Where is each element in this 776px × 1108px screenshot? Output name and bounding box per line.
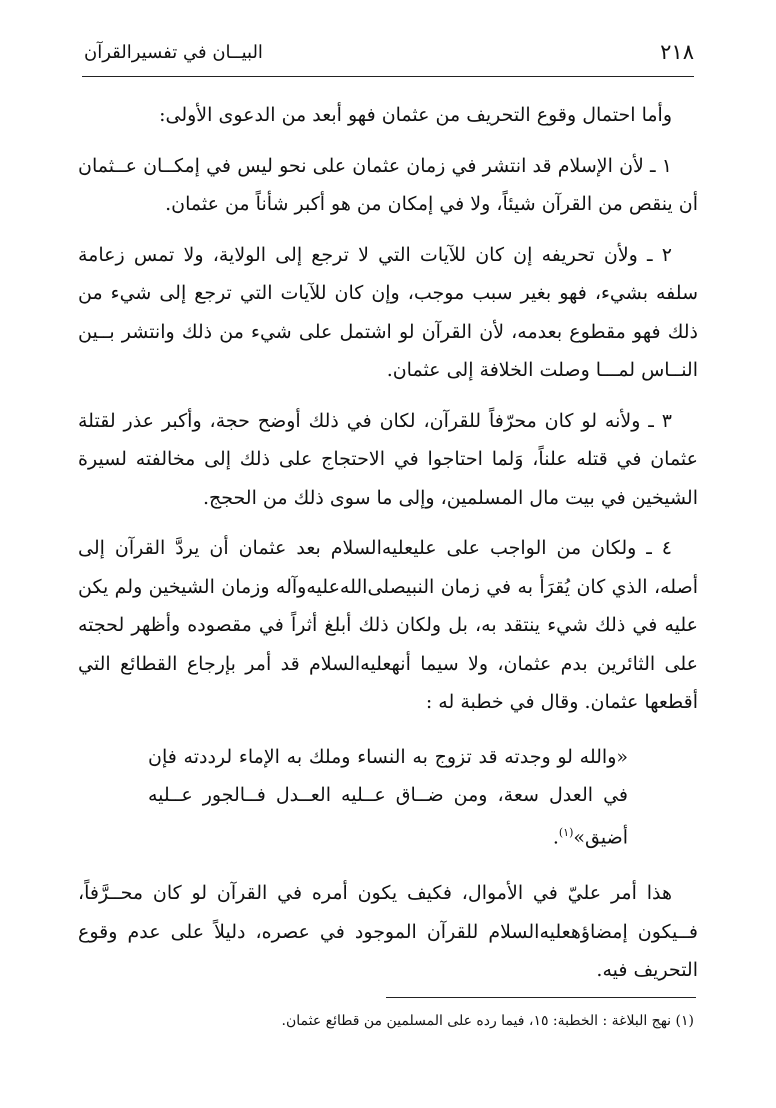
paragraph-point-3: ٣ ـ ولأنه لو كان محرّفاً للقرآن، لكان في ذلك أوضح حجة، وأكبر عذر لقتلة عثمان في قتله علناً، وَلما احتاجوا في الاحتجاج على ذلك إلى مخالفته لسيرة الشيخين في بيت مال المسلمين، وإلى ما سوى ذلك من الحجج.: [78, 409, 698, 509]
closing-text: [78, 874, 698, 990]
paragraph-closing: هذا أمر عليّ في الأموال، فكيف يكون أمره في القرآن لو كان محــرَّفاً، فــيكون إمضاؤهعليه‌السلام للقرآن الموجود في عصره، دليلاً على عدم وقوع التحريف فيه.: [78, 882, 698, 981]
quotation-block: [78, 738, 698, 856]
page-header: [82, 34, 694, 77]
footnote: (١) نهج البلاغة : الخطبة: ١٥، فيما رده على المسلمين من قطائع عثمان.: [281, 1013, 694, 1029]
quotation-end: .: [552, 826, 559, 849]
quotation: [148, 738, 628, 856]
quotation-text: «والله لو وجدته قد تزوج به النساء وملك به الإماء لرددته فإن في العدل سعة، ومن ضــاق عــليه العــدل فــالجور عــليه أضيق»: [148, 746, 628, 849]
page-number: ٢١٨: [660, 40, 694, 64]
paragraph-point-2: ٢ ـ ولأن تحريفه إن كان للآيات التي لا ترجع إلى الولاية، ولا تمس زعامة سلفه بشيء، فهو بغير سبب موجب، وإن كان للآيات التي ترجع إلى شيء من ذلك فهو مقطوع بعدمه، لأن القرآن لو اشتمل على شيء من ذلك وانتشر بــين النــاس لمـــا وصلت الخلافة إلى عثمان.: [78, 243, 698, 381]
paragraph-point-1: ١ ـ لأن الإسلام قد انتشر في زمان عثمان على نحو ليس في إمكــان عــثمان أن ينقص من القرآن شيئاً، ولا في إمكان من هو أكبر شأناً من عثمان.: [78, 154, 698, 215]
main-text: [78, 96, 698, 734]
footnote-marker[interactable]: (١): [558, 826, 574, 839]
paragraph-intro: وأما احتمال وقوع التحريف من عثمان فهو أبعد من الدعوى الأولى:: [159, 104, 672, 126]
running-title: البيــان في تفسيرالقرآن: [84, 42, 263, 63]
paragraph-point-4: ٤ ـ ولكان من الواجب على عليعليه‌السلام بعد عثمان أن يردَّ القرآن إلى أصله، الذي كان يُقرَأ به في زمان النبيصلى‌الله‌عليه‌وآله وزمان الشيخين ولم يكن عليه في ذلك شيء ينتقد به، بل ولكان ذلك أبلغ أثراً في مقصوده وأظهر لحجته على الثائرين بدم عثمان، ولا سيما أنهعليه‌السلام قد أمر بإرجاع القطائع التي أقطعها عثمان. وقال في خطبة له :: [78, 537, 698, 713]
footnote-divider: [386, 997, 696, 998]
